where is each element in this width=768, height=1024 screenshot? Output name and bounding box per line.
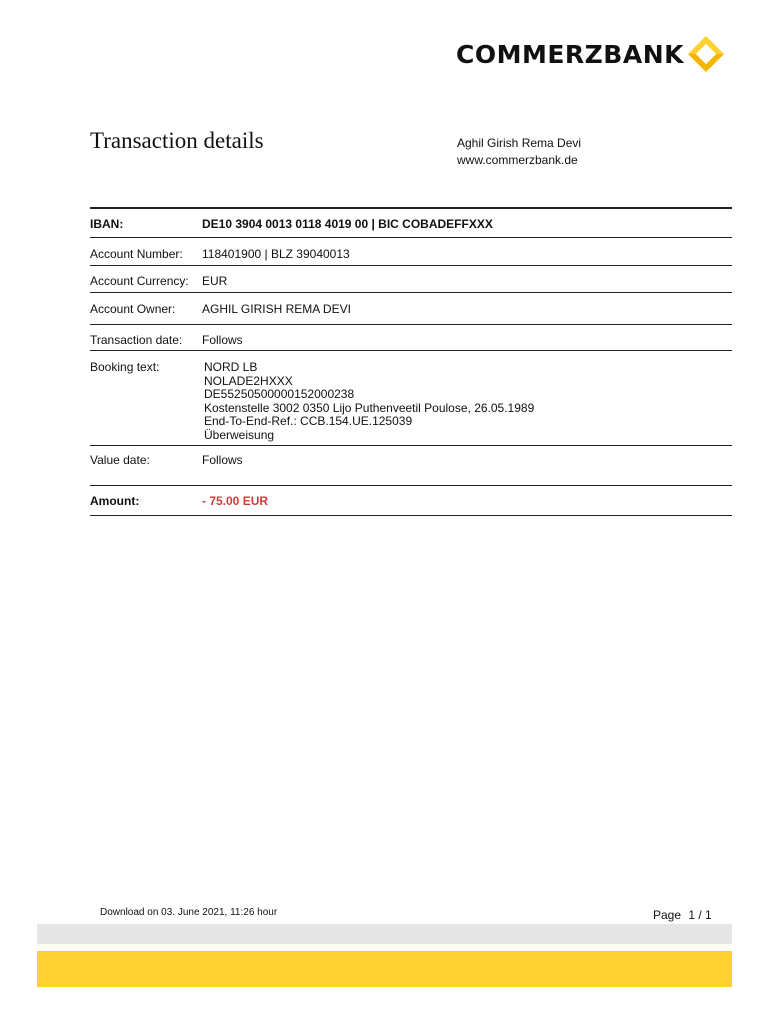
amount-label: Amount: (90, 494, 140, 508)
booking-line: NOLADE2HXXX (204, 373, 293, 388)
booking-line: DE55250500000152000238 (204, 387, 355, 401)
booking-lines (204, 361, 534, 442)
booking-line: NORD LB (204, 360, 258, 374)
commerzbank-logo (456, 32, 684, 76)
account-number-label: Account Number: (90, 247, 183, 261)
owner-block (457, 135, 581, 169)
footer-yellow-bar (37, 951, 732, 987)
booking-label: Booking text: (90, 360, 160, 374)
row-account-number (90, 238, 732, 266)
row-iban (90, 207, 732, 238)
owner-label: Account Owner: (90, 302, 176, 316)
amount-value: - 75.00 EUR (202, 494, 269, 508)
footer-gray-bar (37, 924, 732, 944)
value-date-value: Follows (202, 453, 243, 467)
iban-value: DE10 3904 0013 0118 4019 00 | BIC COBADEFFXXX (202, 217, 493, 231)
row-amount (90, 486, 732, 516)
commerzbank-ribbon-icon (686, 34, 726, 74)
account-number-value: 118401900 | BLZ 39040013 (202, 247, 350, 261)
row-booking-text (90, 351, 732, 446)
currency-label: Account Currency: (90, 274, 189, 288)
transaction-date-value: Follows (202, 333, 243, 347)
row-currency (90, 266, 732, 293)
transaction-table (90, 207, 732, 516)
page-title: Transaction details (90, 128, 264, 153)
row-transaction-date (90, 325, 732, 351)
page-label: Page (653, 908, 682, 922)
brand-name: COMMERZBANK (456, 39, 685, 69)
iban-label: IBAN: (90, 217, 124, 231)
booking-line: Kostenstelle 3002 0350 Lijo Puthenveetil Poulose, 26.05.1989 (204, 400, 535, 415)
owner-name: Aghil Girish Rema Devi (457, 136, 582, 150)
download-note: Download on 03. June 2021, 11:26 hour (100, 907, 278, 918)
owner-value: AGHIL GIRISH REMA DEVI (202, 302, 351, 316)
transaction-date-label: Transaction date: (90, 333, 183, 347)
row-owner (90, 293, 732, 325)
page-number: 1 / 1 (688, 908, 712, 922)
booking-line: End-To-End-Ref.: CCB.154.UE.125039 (204, 414, 413, 428)
website-link[interactable]: www.commerzbank.de (457, 153, 578, 167)
page-indicator (653, 908, 712, 922)
currency-value: EUR (202, 274, 228, 288)
booking-line: Überweisung (204, 427, 275, 442)
row-value-date (90, 446, 732, 486)
value-date-label: Value date: (90, 453, 150, 467)
